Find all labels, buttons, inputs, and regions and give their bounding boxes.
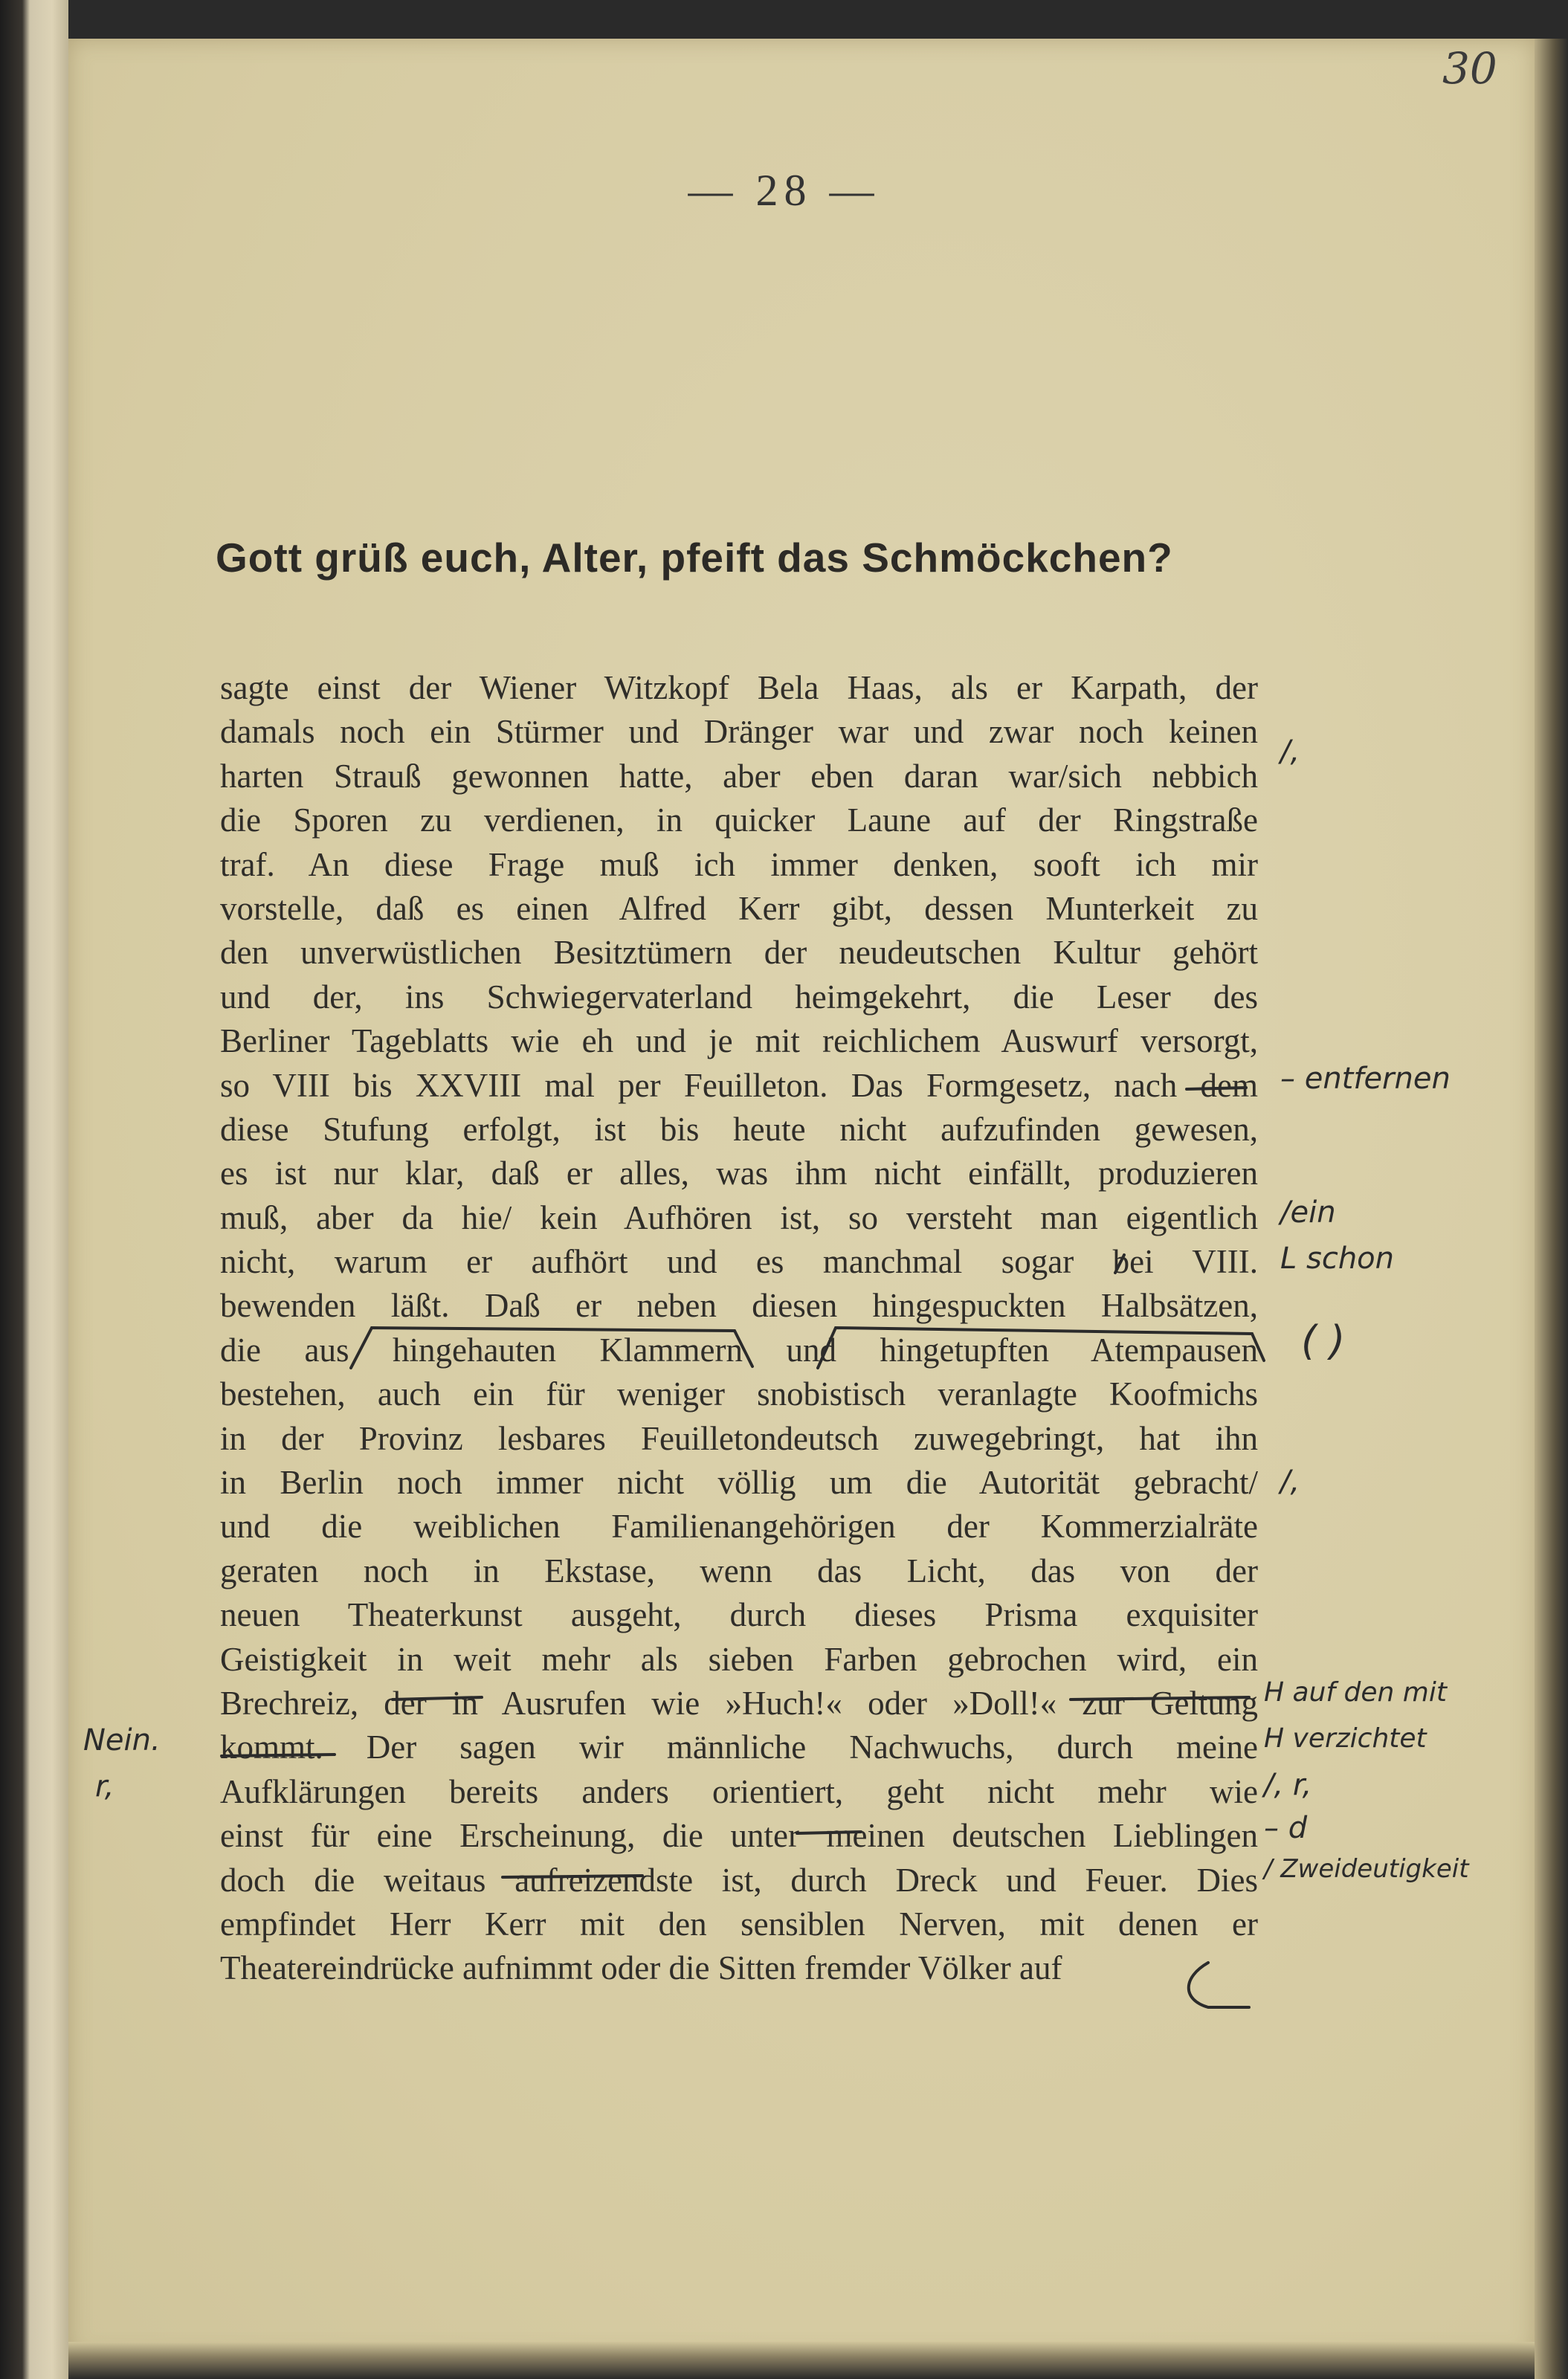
margin-note: H verzichtet [1264, 1723, 1427, 1754]
text-line: harten Strauß gewonnen hatte, aber eben daran war/sich nebbich [220, 757, 1258, 795]
text-line: es ist nur klar, daß er alles, was ihm nicht einfällt, produzieren [220, 1155, 1258, 1192]
margin-note: – entfernen [1280, 1062, 1451, 1096]
text-line: einst für eine Erscheinung, die unter meinen deutschen Lieblingen [220, 1817, 1258, 1855]
margin-note: ( ) [1301, 1317, 1346, 1364]
margin-note: r, [95, 1769, 114, 1804]
text-line: die Sporen zu verdienen, in quicker Laune auf der Ringstraße [220, 801, 1258, 839]
margin-note: /, [1280, 1465, 1300, 1499]
text-line: bestehen, auch ein für weniger snobistisch veranlagte Koofmichs [220, 1375, 1258, 1413]
text-line: Theatereindrücke aufnimmt oder die Sitten fremder Völker auf [220, 1949, 1062, 1987]
margin-note: Nein. [83, 1723, 161, 1757]
page-number: — 28 — [688, 166, 880, 215]
text-line: bewenden läßt. Daß er neben diesen hingespuckten Halbsätzen, [220, 1287, 1258, 1325]
margin-note: L schon [1280, 1242, 1395, 1276]
page-right-edge [1535, 39, 1568, 2379]
text-line: geraten noch in Ekstase, wenn das Licht, das von der [220, 1552, 1258, 1589]
text-line: diese Stufung erfolgt, ist bis heute nicht aufzufinden gewesen, [220, 1110, 1258, 1148]
margin-note: /, [1280, 735, 1300, 769]
text-line: kommt. Der sagen wir männliche Nachwuchs, durch meine [220, 1728, 1258, 1766]
text-line: Aufklärungen bereits anders orientiert, geht nicht mehr wie [220, 1772, 1258, 1810]
text-line: in der Provinz lesbares Feuilletondeutsch zuwegebringt, hat ihn [220, 1419, 1258, 1457]
text-line: so VIII bis XXVIII mal per Feuilleton. Das Formgesetz, nach dem [220, 1066, 1258, 1104]
text-line: nicht, warum er aufhört und es manchmal sogar bei VIII. [220, 1243, 1258, 1281]
margin-note: H auf den mit [1264, 1677, 1447, 1708]
text-line: sagte einst der Wiener Witzkopf Bela Haas, als er Karpath, der [220, 669, 1258, 706]
text-line: doch die weitaus aufreizendste ist, durch Dreck und Feuer. Dies [220, 1861, 1258, 1899]
book-binding-edge [0, 0, 68, 2379]
page-bottom-edge [68, 2342, 1535, 2379]
text-line: empfindet Herr Kerr mit den sensiblen Nerven, mit denen er [220, 1905, 1258, 1943]
text-line: in Berlin noch immer nicht völlig um die Autorität gebracht/ [220, 1464, 1258, 1502]
text-line: vorstelle, daß es einen Alfred Kerr gibt, dessen Munterkeit zu [220, 889, 1258, 927]
section-title: Gott grüß euch, Alter, pfeift das Schmöckchen? [216, 535, 1173, 581]
text-line: die aus hingehauten Klammern und hingetupften Atempausen [220, 1331, 1258, 1369]
margin-note: – d [1264, 1811, 1308, 1845]
margin-note: /ein [1280, 1195, 1336, 1230]
text-line: Berliner Tageblatts wie eh und je mit reichlichem Auswurf versorgt, [220, 1022, 1258, 1060]
margin-note: / Zweideutigkeit [1264, 1854, 1469, 1884]
text-line: damals noch ein Stürmer und Dränger war und zwar noch keinen [220, 713, 1258, 751]
text-line: und der, ins Schwiegervaterland heimgekehrt, die Leser des [220, 978, 1258, 1016]
text-line: traf. An diese Frage muß ich immer denken, sooft ich mir [220, 845, 1258, 883]
handwritten-folio-number: 30 [1442, 43, 1497, 94]
text-line: und die weiblichen Familienangehörigen der Kommerzialräte [220, 1508, 1258, 1546]
text-line: Brechreiz, der in Ausrufen wie »Huch!« oder »Doll!« zur Geltung [220, 1684, 1258, 1722]
margin-note: /, r, [1264, 1768, 1312, 1802]
text-line: Geistigkeit in weit mehr als sieben Farben gebrochen wird, ein [220, 1640, 1258, 1678]
text-line: muß, aber da hie/ kein Aufhören ist, so versteht man eigentlich [220, 1198, 1258, 1236]
text-line: neuen Theaterkunst ausgeht, durch dieses Prisma exquisiter [220, 1596, 1258, 1634]
body-text [220, 666, 1258, 1991]
text-line: den unverwüstlichen Besitztümern der neudeutschen Kultur gehört [220, 934, 1258, 972]
